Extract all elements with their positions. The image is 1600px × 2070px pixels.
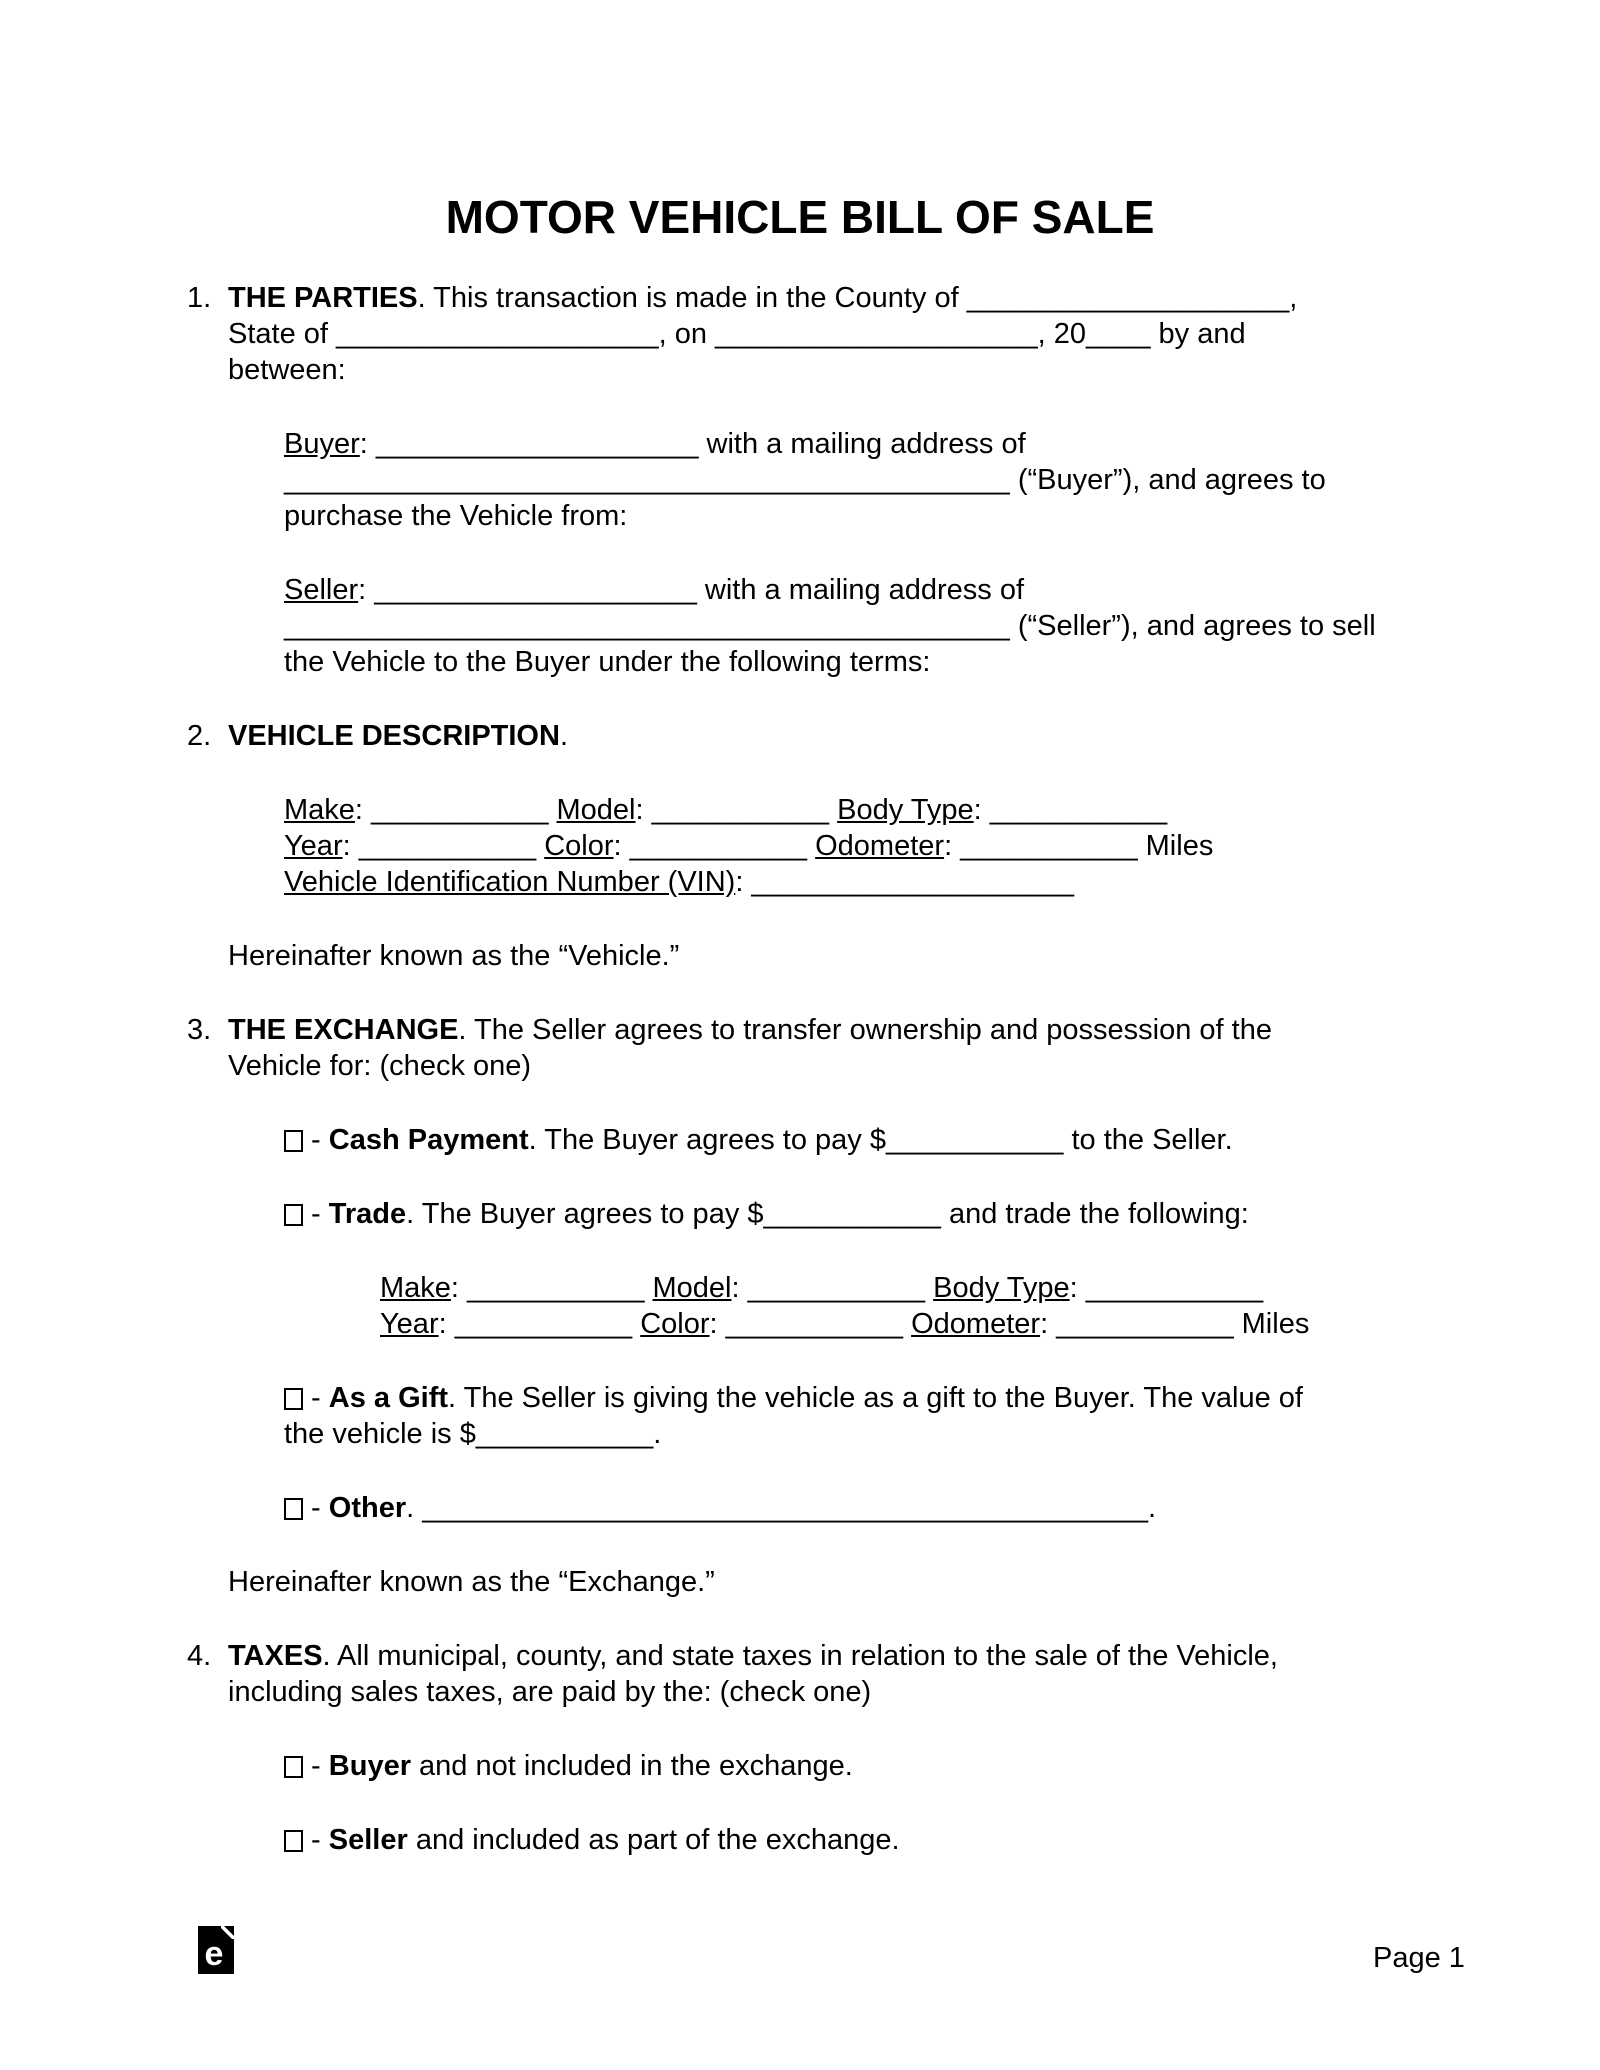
exchange-option-gift	[0, 1380, 1600, 1452]
tax-buyer-text: and not included in the exchange.	[410, 1750, 853, 1782]
section-the-exchange	[0, 1012, 1600, 1084]
vehicle-fields-line-2	[0, 828, 1600, 864]
checkbox-cash-payment[interactable]	[284, 1130, 303, 1152]
vehicle-fields-line-3	[0, 864, 1600, 900]
vehicle-description-heading-line	[0, 718, 1600, 754]
tax-seller-line	[0, 1822, 1600, 1858]
other-label: Other	[328, 1492, 407, 1524]
trade-body-type-label: Body Type	[933, 1272, 1070, 1304]
trade-color-label: Color	[640, 1308, 710, 1340]
hereinafter-vehicle-text: Hereinafter known as the “Vehicle.”	[228, 940, 680, 972]
exchange-line-2	[0, 1048, 1600, 1084]
make-label: Make	[284, 794, 355, 826]
parties-county-text: . This transaction is made in the County of ____________________,	[417, 282, 1298, 314]
body-type-blank: : ___________	[973, 794, 1168, 826]
exchange-heading: THE EXCHANGE	[228, 1014, 459, 1046]
parties-line-2	[0, 316, 1600, 352]
buyer-purchase-text: purchase the Vehicle from:	[284, 500, 628, 532]
parties-state-date-text: State of ____________________, on ____________________, 20____ by and	[228, 318, 1246, 350]
taxes-heading: TAXES	[228, 1640, 323, 1672]
exchange-option-other	[0, 1490, 1600, 1526]
trade-make-blank: : ___________	[450, 1272, 653, 1304]
gift-line-1	[0, 1380, 1600, 1416]
vehicle-fields-line-1	[0, 792, 1600, 828]
cash-payment-label: Cash Payment	[328, 1124, 529, 1156]
body-type-label: Body Type	[837, 794, 974, 826]
seller-terms-text: the Vehicle to the Buyer under the following terms:	[284, 646, 931, 678]
buyer-name-blank-text: : ____________________ with a mailing address of	[359, 428, 1026, 460]
hereinafter-vehicle	[0, 938, 1600, 974]
parties-heading: THE PARTIES	[228, 282, 418, 314]
gift-value-blank-text: the vehicle is $___________.	[284, 1418, 662, 1450]
hereinafter-exchange-text: Hereinafter known as the “Exchange.”	[228, 1566, 715, 1598]
color-blank: : ___________	[613, 830, 816, 862]
seller-line-3	[0, 644, 1600, 680]
seller-line-2	[0, 608, 1600, 644]
trade-text: . The Buyer agrees to pay $___________ and trade the following:	[406, 1198, 1249, 1230]
trade-line	[0, 1196, 1600, 1232]
checkbox-other[interactable]	[284, 1498, 303, 1520]
vehicle-description-heading: VEHICLE DESCRIPTION	[228, 720, 560, 752]
trade-color-blank: : ___________	[709, 1308, 912, 1340]
trade-year-blank: : ___________	[438, 1308, 641, 1340]
taxes-option-buyer	[0, 1748, 1600, 1784]
tax-buyer-sep: -	[303, 1750, 329, 1782]
checkbox-as-a-gift[interactable]	[284, 1388, 303, 1410]
trade-sep: -	[303, 1198, 329, 1230]
exchange-check-one-text: Vehicle for: (check one)	[228, 1050, 532, 1082]
trade-make-label: Make	[380, 1272, 451, 1304]
page-number: Page 1	[1373, 1942, 1465, 1974]
seller-name-blank-text: : ____________________ with a mailing address of	[358, 574, 1025, 606]
cash-payment-line	[0, 1122, 1600, 1158]
taxes-option-seller	[0, 1822, 1600, 1858]
cash-payment-text: . The Buyer agrees to pay $___________ to the Seller.	[528, 1124, 1233, 1156]
tax-buyer-label: Buyer	[328, 1750, 411, 1782]
other-line	[0, 1490, 1600, 1526]
parties-line-1	[0, 280, 1600, 316]
trade-body-type-blank: : ___________	[1069, 1272, 1264, 1304]
vehicle-description-period: .	[559, 720, 568, 752]
odometer-label: Odometer	[815, 830, 945, 862]
hereinafter-exchange	[0, 1564, 1600, 1600]
section-vehicle-description	[0, 718, 1600, 754]
trade-model-label: Model	[652, 1272, 732, 1304]
seller-line-1	[0, 572, 1600, 608]
exchange-option-cash	[0, 1122, 1600, 1158]
cash-sep: -	[303, 1124, 329, 1156]
taxes-line-2	[0, 1674, 1600, 1710]
section-taxes	[0, 1638, 1600, 1710]
make-blank: : ___________	[354, 794, 557, 826]
trade-vehicle-fields-line-1	[0, 1270, 1600, 1306]
exchange-line-1	[0, 1012, 1600, 1048]
odometer-blank-miles: : ___________ Miles	[944, 830, 1214, 862]
trade-year-label: Year	[380, 1308, 439, 1340]
section-number-4: 4.	[187, 1640, 212, 1672]
buyer-line-3	[0, 498, 1600, 534]
vehicle-fields	[0, 792, 1600, 900]
section-number-2: 2.	[187, 720, 212, 752]
tax-buyer-line	[0, 1748, 1600, 1784]
trade-odometer-label: Odometer	[911, 1308, 1041, 1340]
color-label: Color	[544, 830, 614, 862]
seller-address-blank-text: _____________________________________________ (“Seller”), and agrees to sell	[284, 610, 1376, 642]
trade-odometer-blank-miles: : ___________ Miles	[1040, 1308, 1310, 1340]
model-blank: : ___________	[635, 794, 838, 826]
vin-blank: : ____________________	[735, 866, 1074, 898]
hereinafter-exchange-line	[0, 1564, 1600, 1600]
eforms-logo	[198, 1926, 234, 1974]
year-blank: : ___________	[342, 830, 545, 862]
taxes-line-1	[0, 1638, 1600, 1674]
gift-line-2	[0, 1416, 1600, 1452]
eforms-logo-letter: e	[204, 1935, 224, 1973]
checkbox-tax-seller[interactable]	[284, 1830, 303, 1852]
gift-sep: -	[303, 1382, 329, 1414]
trade-label: Trade	[328, 1198, 407, 1230]
checkbox-tax-buyer[interactable]	[284, 1756, 303, 1778]
taxes-intro-text: . All municipal, county, and state taxes in relation to the sale of the Vehicle,	[322, 1640, 1278, 1672]
tax-seller-text: and included as part of the exchange.	[407, 1824, 900, 1856]
buyer-label: Buyer	[284, 428, 360, 460]
section-number-3: 3.	[187, 1014, 212, 1046]
section-the-parties	[0, 280, 1600, 388]
exchange-intro-text: . The Seller agrees to transfer ownership and possession of the	[458, 1014, 1272, 1046]
seller-paragraph	[0, 572, 1600, 680]
exchange-option-trade	[0, 1196, 1600, 1232]
eforms-logo-graphic	[198, 1926, 234, 1974]
buyer-line-2	[0, 462, 1600, 498]
year-label: Year	[284, 830, 343, 862]
trade-vehicle-fields-line-2	[0, 1306, 1600, 1342]
buyer-paragraph	[0, 426, 1600, 534]
gift-label: As a Gift	[328, 1382, 449, 1414]
buyer-line-1	[0, 426, 1600, 462]
gift-text: . The Seller is giving the vehicle as a gift to the Buyer. The value of	[448, 1382, 1303, 1414]
buyer-address-blank-text: _____________________________________________ (“Buyer”), and agrees to	[284, 464, 1326, 496]
taxes-check-one-text: including sales taxes, are paid by the: (check one)	[228, 1676, 872, 1708]
tax-seller-label: Seller	[328, 1824, 408, 1856]
trade-vehicle-fields	[0, 1270, 1600, 1342]
document-title: MOTOR VEHICLE BILL OF SALE	[445, 191, 1155, 243]
other-blank-text: . _____________________________________________.	[406, 1492, 1157, 1524]
section-number-1: 1.	[187, 282, 212, 314]
model-label: Model	[556, 794, 636, 826]
parties-line-3	[0, 352, 1600, 388]
hereinafter-vehicle-line	[0, 938, 1600, 974]
vin-label: Vehicle Identification Number (VIN)	[284, 866, 736, 898]
seller-label: Seller	[284, 574, 359, 606]
trade-model-blank: : ___________	[731, 1272, 934, 1304]
other-sep: -	[303, 1492, 329, 1524]
checkbox-trade[interactable]	[284, 1204, 303, 1226]
parties-between-text: between:	[228, 354, 346, 386]
tax-seller-sep: -	[303, 1824, 329, 1856]
